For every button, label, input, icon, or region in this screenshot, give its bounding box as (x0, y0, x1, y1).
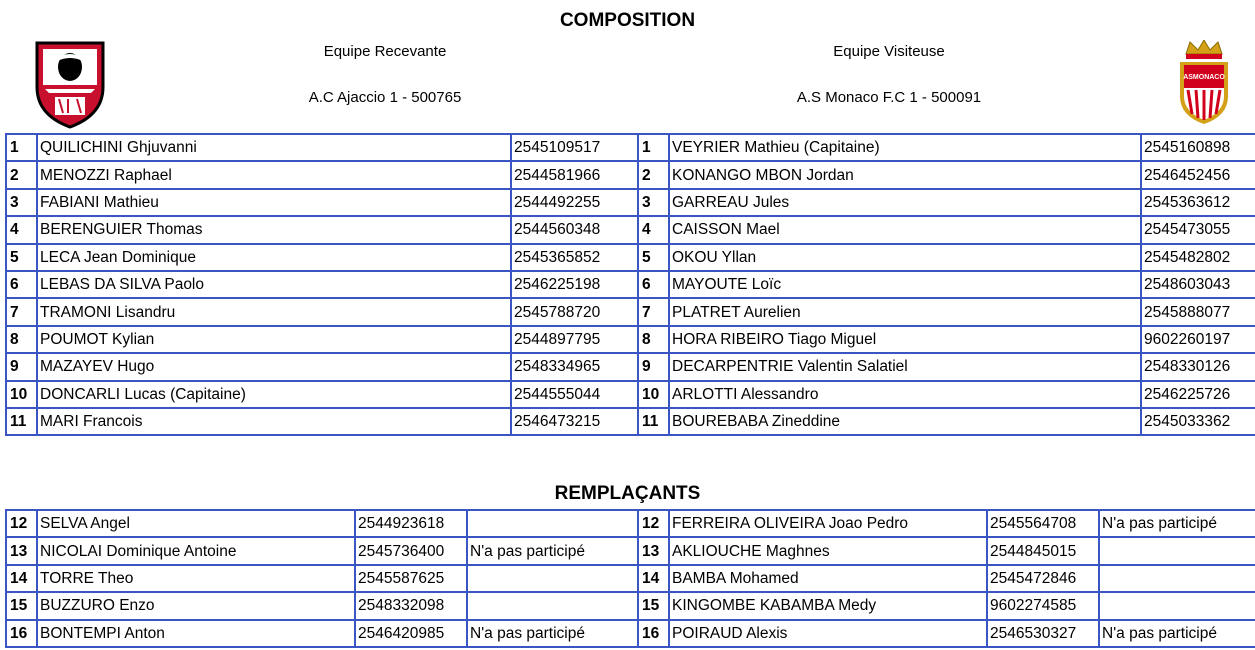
table-row (6, 189, 638, 216)
player-number: 9 (6, 353, 37, 380)
player-name: CAISSON Mael (669, 216, 1141, 243)
licence-number: 2545109517 (511, 134, 638, 161)
participation-note (1099, 537, 1255, 564)
licence-number: 2544492255 (511, 189, 638, 216)
player-name: BOUREBABA Zineddine (669, 408, 1141, 435)
table-row (638, 216, 1255, 243)
player-number: 5 (6, 244, 37, 271)
licence-number: 2545472846 (987, 565, 1099, 592)
player-number: 8 (6, 326, 37, 353)
away-starters-table (637, 133, 1255, 436)
player-name: BONTEMPI Anton (37, 620, 355, 647)
player-number: 1 (638, 134, 669, 161)
table-row (638, 189, 1255, 216)
player-number: 10 (6, 381, 37, 408)
table-row (638, 620, 1255, 647)
table-row (6, 161, 638, 188)
licence-number: 2545482802 (1141, 244, 1255, 271)
licence-number: 2545788720 (511, 298, 638, 325)
player-name: AKLIOUCHE Maghnes (669, 537, 987, 564)
table-row (6, 216, 638, 243)
participation-note (467, 565, 638, 592)
player-name: OKOU Yllan (669, 244, 1141, 271)
participation-note (1099, 565, 1255, 592)
table-row (638, 271, 1255, 298)
table-row (638, 298, 1255, 325)
licence-number: 2545736400 (355, 537, 467, 564)
player-number: 4 (638, 216, 669, 243)
player-name: ARLOTTI Alessandro (669, 381, 1141, 408)
table-row (638, 134, 1255, 161)
table-row (638, 510, 1255, 537)
player-name: KONANGO MBON Jordan (669, 161, 1141, 188)
ac-ajaccio-crest-icon (33, 37, 107, 129)
player-name: BERENGUIER Thomas (37, 216, 511, 243)
as-monaco-crest-icon (1176, 40, 1232, 126)
table-row (6, 565, 638, 592)
player-number: 14 (6, 565, 37, 592)
licence-number: 9602274585 (987, 592, 1099, 619)
table-row (6, 271, 638, 298)
licence-number: 2546473215 (511, 408, 638, 435)
licence-number: 2546225726 (1141, 381, 1255, 408)
remplacants-heading: REMPLAÇANTS (554, 483, 701, 504)
away-label: Equipe Visiteuse (833, 43, 945, 60)
player-number: 13 (6, 537, 37, 564)
licence-number: 2545365852 (511, 244, 638, 271)
player-number: 12 (6, 510, 37, 537)
player-name: DECARPENTRIE Valentin Salatiel (669, 353, 1141, 380)
player-number: 3 (638, 189, 669, 216)
licence-number: 2546420985 (355, 620, 467, 647)
participation-note (1099, 592, 1255, 619)
licence-number: 2544923618 (355, 510, 467, 537)
licence-number: 2548603043 (1141, 271, 1255, 298)
player-number: 7 (638, 298, 669, 325)
player-name: TORRE Theo (37, 565, 355, 592)
table-row (638, 353, 1255, 380)
table-row (6, 620, 638, 647)
player-number: 16 (638, 620, 669, 647)
player-number: 15 (638, 592, 669, 619)
player-number: 14 (638, 565, 669, 592)
player-name: FERREIRA OLIVEIRA Joao Pedro (669, 510, 987, 537)
player-number: 13 (638, 537, 669, 564)
licence-number: 2544555044 (511, 381, 638, 408)
licence-number: 2544845015 (987, 537, 1099, 564)
player-name: FABIANI Mathieu (37, 189, 511, 216)
licence-number: 2544581966 (511, 161, 638, 188)
licence-number: 2546530327 (987, 620, 1099, 647)
table-row (6, 592, 638, 619)
svg-text:ASMONACO: ASMONACO (1183, 74, 1225, 81)
participation-note: N'a pas participé (467, 620, 638, 647)
table-row (638, 161, 1255, 188)
player-name: MAYOUTE Loïc (669, 271, 1141, 298)
player-number: 10 (638, 381, 669, 408)
participation-note: N'a pas participé (467, 537, 638, 564)
table-row (638, 408, 1255, 435)
composition-heading: COMPOSITION (559, 10, 696, 31)
player-name: POUMOT Kylian (37, 326, 511, 353)
player-name: LECA Jean Dominique (37, 244, 511, 271)
player-number: 4 (6, 216, 37, 243)
player-name: PLATRET Aurelien (669, 298, 1141, 325)
licence-number: 2546225198 (511, 271, 638, 298)
player-name: VEYRIER Mathieu (Capitaine) (669, 134, 1141, 161)
player-number: 16 (6, 620, 37, 647)
player-number: 9 (638, 353, 669, 380)
table-row (6, 408, 638, 435)
player-name: BUZZURO Enzo (37, 592, 355, 619)
table-row (6, 134, 638, 161)
licence-number: 2545473055 (1141, 216, 1255, 243)
licence-number: 2545033362 (1141, 408, 1255, 435)
licence-number: 2545564708 (987, 510, 1099, 537)
player-name: MARI Francois (37, 408, 511, 435)
licence-number: 2544560348 (511, 216, 638, 243)
licence-number: 9602260197 (1141, 326, 1255, 353)
table-row (638, 381, 1255, 408)
licence-number: 2545160898 (1141, 134, 1255, 161)
player-name: HORA RIBEIRO Tiago Miguel (669, 326, 1141, 353)
participation-note (467, 510, 638, 537)
table-row (6, 537, 638, 564)
player-name: LEBAS DA SILVA Paolo (37, 271, 511, 298)
table-row (6, 244, 638, 271)
player-name: DONCARLI Lucas (Capitaine) (37, 381, 511, 408)
table-row (638, 326, 1255, 353)
away-subs-table (637, 509, 1255, 648)
licence-number: 2546452456 (1141, 161, 1255, 188)
player-name: GARREAU Jules (669, 189, 1141, 216)
home-team: A.C Ajaccio 1 - 500765 (308, 89, 462, 106)
player-number: 3 (6, 189, 37, 216)
player-name: MENOZZI Raphael (37, 161, 511, 188)
table-row (6, 510, 638, 537)
participation-note: N'a pas participé (1099, 510, 1255, 537)
player-number: 1 (6, 134, 37, 161)
player-number: 5 (638, 244, 669, 271)
licence-number: 2544897795 (511, 326, 638, 353)
table-row (638, 537, 1255, 564)
player-name: BAMBA Mohamed (669, 565, 987, 592)
table-row (6, 381, 638, 408)
player-number: 2 (638, 161, 669, 188)
licence-number: 2548332098 (355, 592, 467, 619)
player-name: TRAMONI Lisandru (37, 298, 511, 325)
participation-note: N'a pas participé (1099, 620, 1255, 647)
player-number: 8 (638, 326, 669, 353)
away-team: A.S Monaco F.C 1 - 500091 (796, 89, 982, 106)
player-name: KINGOMBE KABAMBA Medy (669, 592, 987, 619)
licence-number: 2545363612 (1141, 189, 1255, 216)
table-row (638, 244, 1255, 271)
home-starters-table (5, 133, 639, 436)
home-label: Equipe Recevante (323, 43, 447, 60)
table-row (638, 592, 1255, 619)
home-subs-table (5, 509, 639, 648)
participation-note (467, 592, 638, 619)
player-name: QUILICHINI Ghjuvanni (37, 134, 511, 161)
player-number: 11 (638, 408, 669, 435)
player-number: 6 (638, 271, 669, 298)
player-number: 7 (6, 298, 37, 325)
player-name: POIRAUD Alexis (669, 620, 987, 647)
player-number: 11 (6, 408, 37, 435)
player-number: 12 (638, 510, 669, 537)
licence-number: 2545888077 (1141, 298, 1255, 325)
player-number: 15 (6, 592, 37, 619)
table-row (6, 298, 638, 325)
player-number: 6 (6, 271, 37, 298)
table-row (6, 353, 638, 380)
licence-number: 2545587625 (355, 565, 467, 592)
licence-number: 2548330126 (1141, 353, 1255, 380)
player-name: NICOLAI Dominique Antoine (37, 537, 355, 564)
licence-number: 2548334965 (511, 353, 638, 380)
table-row (6, 326, 638, 353)
player-name: SELVA Angel (37, 510, 355, 537)
table-row (638, 565, 1255, 592)
player-name: MAZAYEV Hugo (37, 353, 511, 380)
player-number: 2 (6, 161, 37, 188)
